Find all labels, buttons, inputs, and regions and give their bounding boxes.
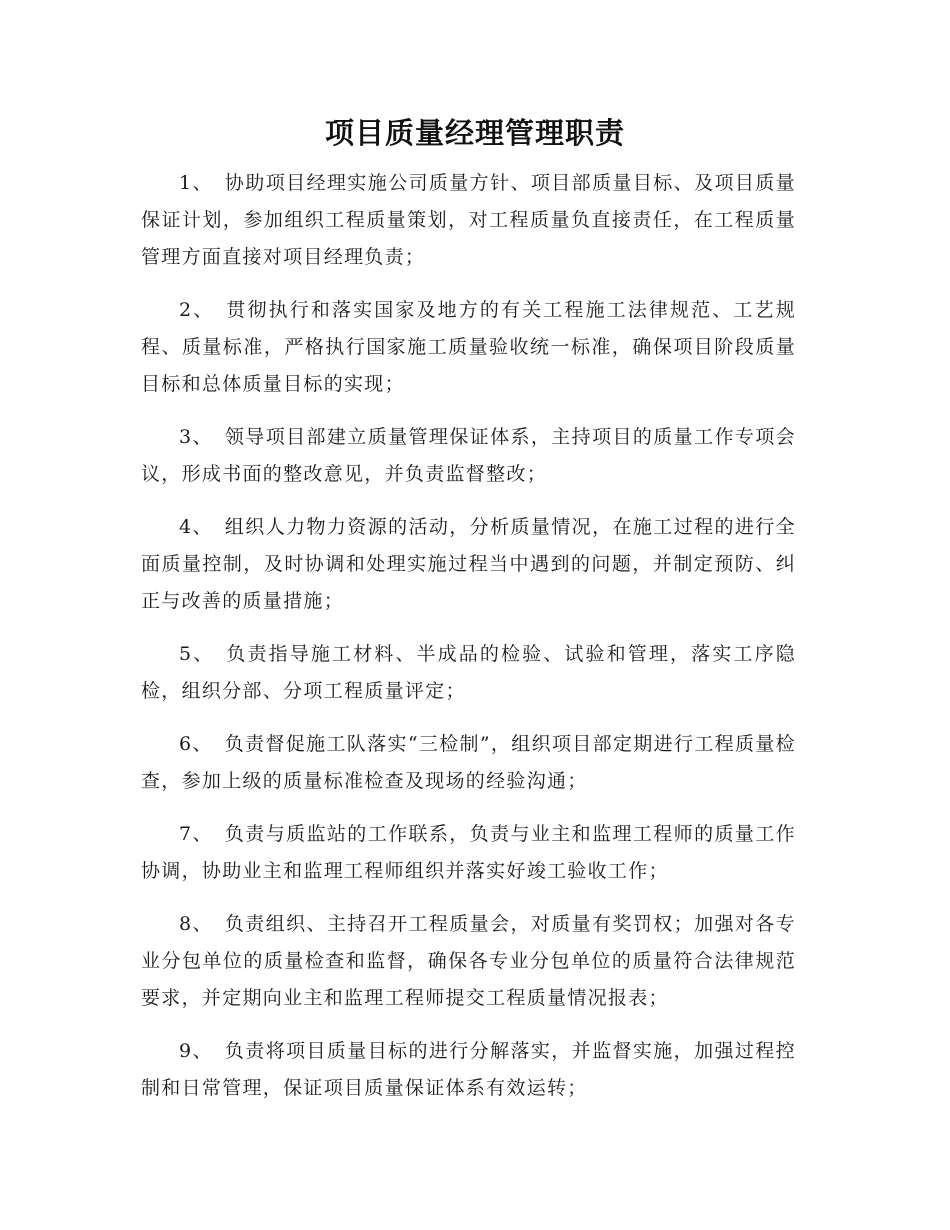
page-title: 项目质量经理管理职责 (324, 116, 625, 150)
item-number: 1、 (179, 172, 213, 194)
item-number: 4、 (179, 516, 213, 538)
item-text: 协助项目经理实施公司质量方针、项目部质量目标、及项目质量保证计划，参加组织工程质量策划，对工程质量负直接责任，在工程质量管理方面直接对项目经理负责； (141, 172, 796, 268)
item-text: 贯彻执行和落实国家及地方的有关工程施工法律规范、工艺规程、质量标准，严格执行国家施工质量验收统一标准，确保项目阶段质量目标和总体质量目标的实现； (141, 299, 796, 395)
item-text: 组织人力物力资源的活动，分析质量情况，在施工过程的进行全面质量控制，及时协调和处理实施过程当中遇到的问题，并制定预防、纠正与改善的质量措施； (141, 516, 796, 612)
item-number: 5、 (179, 643, 215, 665)
duty-item-3 (141, 419, 796, 493)
item-text: 领导项目部建立质量管理保证体系，主持项目的质量工作专项会议，形成书面的整改意见，并负责监督整改； (141, 426, 796, 485)
item-text: 负责与质监站的工作联系，负责与业主和监理工程师的质量工作协调，协助业主和监理工程师组织并落实好竣工验收工作； (141, 823, 796, 882)
item-text: 负责指导施工材料、半成品的检验、试验和管理，落实工序隐检，组织分部、分项工程质量评定； (141, 643, 796, 702)
duty-item-8 (141, 906, 796, 1017)
duty-item-4 (141, 509, 796, 620)
item-number: 2、 (179, 299, 215, 321)
item-number: 8、 (179, 913, 213, 935)
duty-item-1 (141, 165, 796, 276)
duty-item-9 (141, 1033, 796, 1107)
duty-list (141, 165, 796, 1123)
item-text: 负责将项目质量目标的进行分解落实，并监督实施，加强过程控制和日常管理，保证项目质量保证体系有效运转； (141, 1040, 796, 1099)
item-number: 3、 (179, 426, 213, 448)
duty-item-5 (141, 636, 796, 710)
duty-item-6 (141, 726, 796, 800)
item-number: 9、 (179, 1040, 213, 1062)
item-text: 负责组织、主持召开工程质量会，对质量有奖罚权；加强对各专业分包单位的质量检查和监督，确保各专业分包单位的质量符合法律规范要求，并定期向业主和监理工程师提交工程质量情况报表； (141, 913, 796, 1009)
item-text: 负责督促施工队落实“三检制”，组织项目部定期进行工程质量检查，参加上级的质量标准检查及现场的经验沟通； (141, 733, 796, 792)
item-number: 7、 (179, 823, 213, 845)
item-number: 6、 (179, 733, 213, 755)
duty-item-7 (141, 816, 796, 890)
duty-item-2 (141, 292, 796, 403)
